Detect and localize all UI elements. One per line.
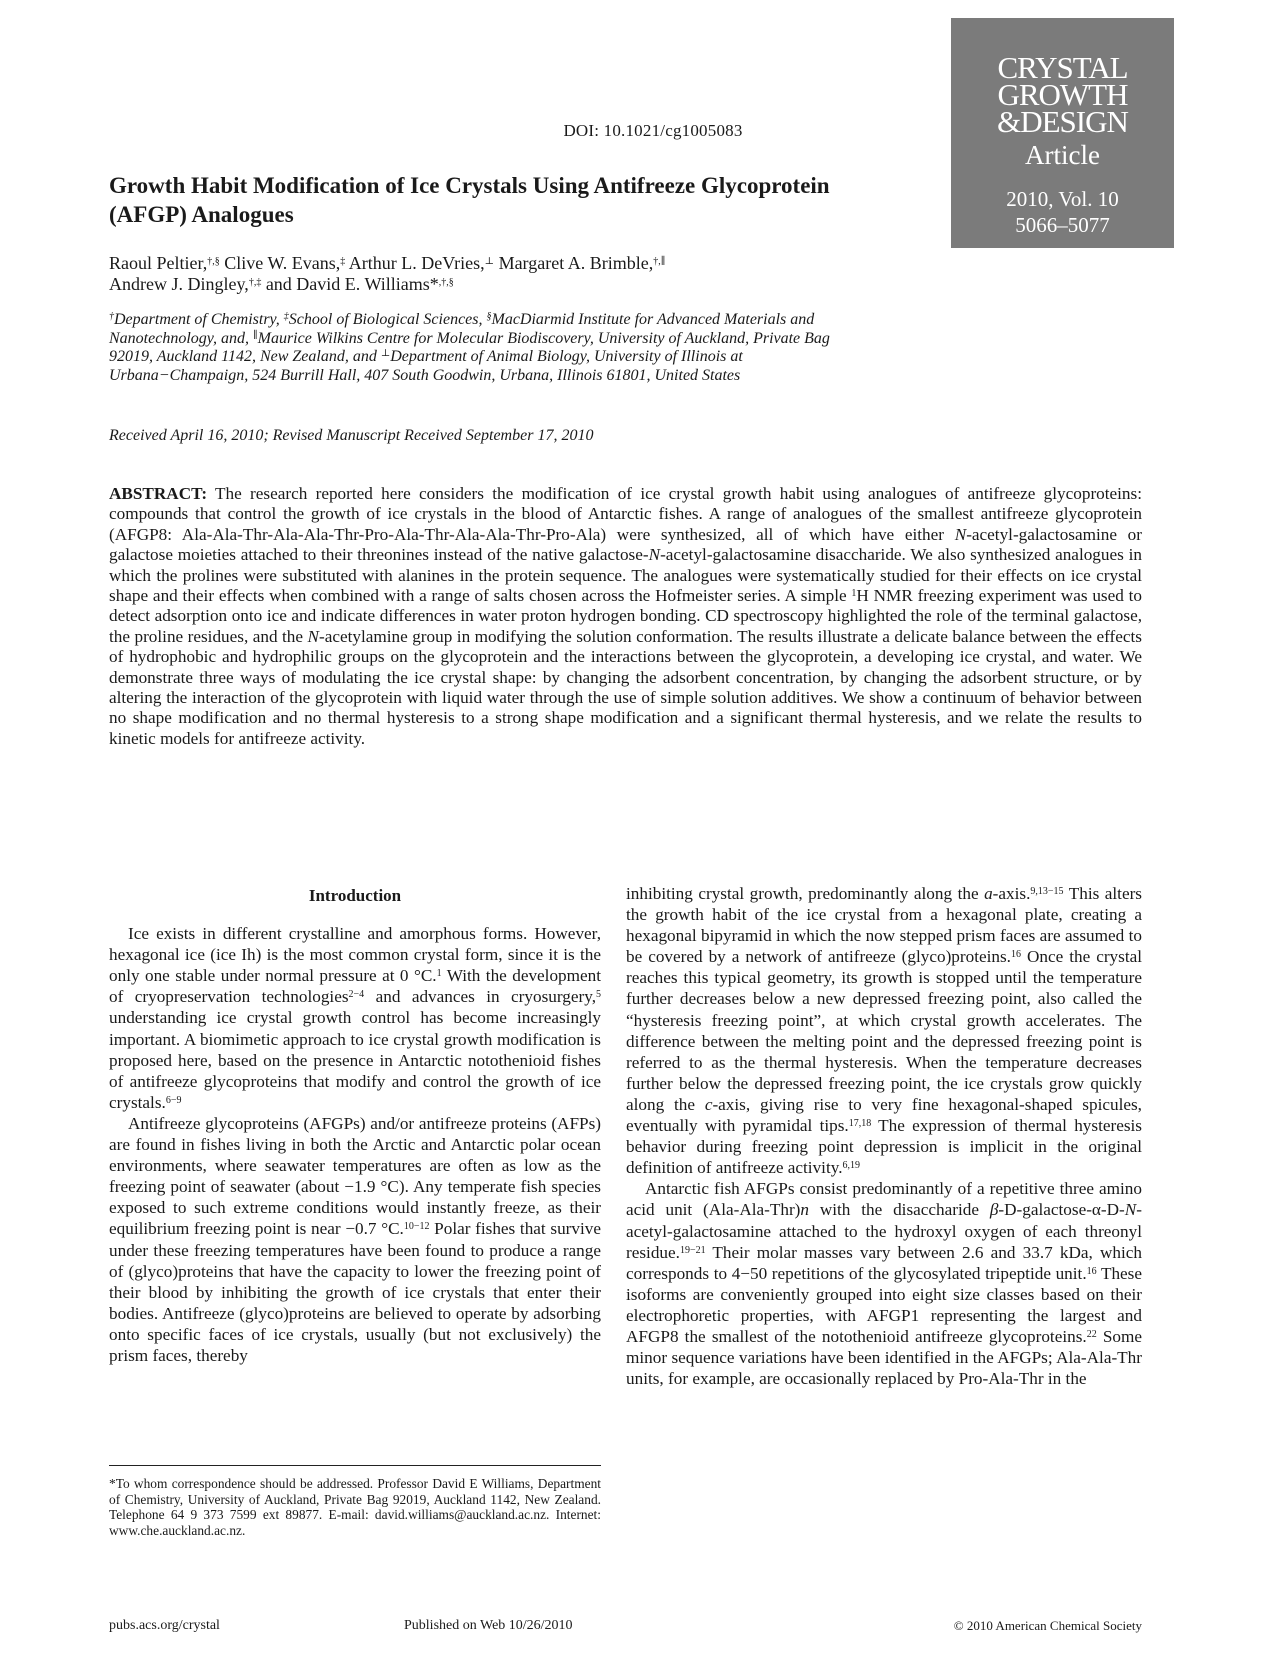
abstract-text: -acetyl-galactosamine or galactose moieties attached to their threonines instead of the native galactose- bbox=[109, 524, 1142, 565]
text: with the disaccharide bbox=[809, 1200, 990, 1220]
abstract-text: The research reported here considers the modification of ice crystal growth habit using analogues of antifreeze glycoproteins: compounds that control the growth of ice crystals in the blood of Antarctic fishes. A range of analogues of the smallest antifreeze glycoprotein (AFGP8: Ala-Ala-Thr-Ala-Ala-Thr-Pro-Ala-Thr-Ala-Ala-Thr-Pro-Ala) were synthesized, all of which have either bbox=[109, 484, 1142, 544]
journal-name-line1: CRYSTAL bbox=[997, 50, 1128, 85]
abstract-italic: N bbox=[954, 524, 967, 544]
italic: a bbox=[984, 884, 993, 903]
author: Clive W. Evans, bbox=[219, 253, 341, 273]
affil-text: Department of Animal Biology, University of Illinois at Urbana−Champaign, 524 Burrill Hall, 407 South Goodwin, Urbana, Illinois 61801, United States bbox=[109, 348, 743, 384]
affiliations bbox=[109, 311, 869, 385]
author: Andrew J. Dingley, bbox=[109, 274, 249, 294]
text: -axis, giving rise to very fine hexagonal-shaped spicules, eventually with pyramidal tips. bbox=[626, 1094, 1142, 1136]
paper-title: Growth Habit Modification of Ice Crystals Using Antifreeze Glycoprotein (AFGP) Analogues bbox=[109, 173, 830, 227]
author-mark: †,‡ bbox=[248, 277, 262, 288]
affil-text: Department of Chemistry, bbox=[114, 311, 284, 328]
text: The expression of thermal hysteresis behavior during freezing point depression is implicit in the original definition of antifreeze activity. bbox=[626, 1116, 1142, 1178]
text: and advances in cryosurgery, bbox=[364, 987, 596, 1007]
author-mark: ,†,§ bbox=[438, 277, 454, 288]
text: -axis. bbox=[992, 884, 1031, 903]
paragraph bbox=[109, 1113, 601, 1366]
pages: 5066–5077 bbox=[1015, 213, 1110, 237]
italic: n bbox=[800, 1200, 809, 1220]
author: Margaret A. Brimble, bbox=[494, 253, 654, 273]
italic: β bbox=[989, 1200, 999, 1220]
citation: 19−21 bbox=[679, 1244, 706, 1256]
footer-copyright: © 2010 American Chemical Society bbox=[953, 1618, 1142, 1633]
abstract-text: -acetyl-galactosamine disaccharide. We also synthesized analogues in which the prolines were substituted with alanines in the protein sequence. The analogues were systematically studied for their effects on ice crystal shape and their effects when combined with a range of salts chosen across the Hofmeister series. A simple bbox=[109, 545, 1142, 606]
volume: 2010, Vol. 10 bbox=[1006, 187, 1119, 211]
affil-mark: ∥ bbox=[252, 329, 258, 341]
correspondence-footnote: *To whom correspondence should be addressed. Professor David E Williams, Department of Chemistry, University of Auckland, Private Bag 92019, Auckland 1142, New Zealand. Telephone 64 9 373 7599 ext 89877. E-mail: david.williams@auckland.ac.nz. Internet: www.che.auckland.ac.nz. bbox=[109, 1476, 601, 1539]
journal-name-line3: &DESIGN bbox=[997, 104, 1128, 139]
journal-name bbox=[951, 50, 1174, 139]
footnote-divider bbox=[109, 1465, 601, 1466]
journal-badge bbox=[951, 18, 1174, 248]
footer-url: pubs.acs.org/crystal bbox=[109, 1618, 220, 1633]
text: inhibiting crystal growth, predominantly along the bbox=[626, 884, 985, 903]
author: Arthur L. DeVries, bbox=[345, 253, 485, 273]
right-column bbox=[626, 883, 1142, 1389]
citation: 6,19 bbox=[842, 1160, 860, 1172]
paragraph bbox=[626, 1178, 1142, 1389]
affil-mark: ‡ bbox=[283, 311, 289, 322]
citation: 6−9 bbox=[165, 1094, 182, 1106]
affil-text: School of Biological Sciences, bbox=[288, 311, 487, 328]
italic: c bbox=[704, 1094, 713, 1114]
text: Antifreeze glycoproteins (AFGPs) and/or antifreeze proteins (AFPs) are found in fishes living in both the Arctic and Antarctic polar ocean environments, where seawater temperatures are often as low as the freezing point of seawater (about −1.9 °C). Any temperate fish species exposed to such extreme conditions would instantly freeze, as their equilibrium freezing point is near −0.7 °C. bbox=[109, 1113, 601, 1239]
affil-mark: ⊥ bbox=[380, 348, 391, 359]
citation: 5 bbox=[596, 989, 601, 1001]
text: Ice exists in different crystalline and amorphous forms. However, hexagonal ice (ice Ih) is the most common crystal form, since it is the only one stable under normal pressure at 0 °C. bbox=[109, 924, 601, 986]
author: Raoul Peltier, bbox=[109, 253, 208, 273]
received-dates: Received April 16, 2010; Revised Manuscript Received September 17, 2010 bbox=[109, 427, 594, 444]
abstract-text: H NMR freezing experiment was used to detect adsorption onto ice and indicate differences in water proton hydrogen bonding. CD spectroscopy highlighted the role of the terminal galactose, the proline residues, and the bbox=[109, 586, 1143, 646]
text: Polar fishes that survive under these freezing temperatures have been found to produce a range of (glyco)proteins that have the capacity to lower the freezing point of their blood by inhibiting the growth of ice crystals that enter their bodies. Antifreeze (glyco)proteins are believed to operate by adsorbing onto specific faces of ice crystals, usually (but not exclusively) the prism faces, thereby bbox=[109, 1219, 601, 1365]
abstract-italic: N bbox=[648, 545, 661, 565]
volume-info bbox=[951, 186, 1174, 238]
text: With the development of cryopreservation technologies bbox=[109, 966, 602, 1007]
citation: 17,18 bbox=[848, 1118, 872, 1130]
paragraph bbox=[109, 923, 601, 1113]
author-list bbox=[109, 253, 869, 295]
author-mark: †,∥ bbox=[653, 256, 666, 267]
citation: 16 bbox=[1010, 949, 1021, 961]
abstract-italic: N bbox=[307, 626, 319, 646]
citation: 16 bbox=[1086, 1265, 1097, 1277]
abstract-sup: 1 bbox=[851, 588, 857, 600]
paragraph bbox=[626, 883, 1142, 1178]
author: and David E. Williams* bbox=[261, 274, 439, 294]
citation: 22 bbox=[1086, 1328, 1097, 1340]
citation: 2−4 bbox=[348, 989, 365, 1001]
author-mark: ‡ bbox=[340, 256, 346, 267]
left-column bbox=[109, 885, 601, 1366]
text: These isoforms are conveniently grouped into eight size classes based on their electrophoretic properties, with AFGP1 representing the largest and AFGP8 the smallest of the notothenioid antifreeze glycoproteins. bbox=[626, 1263, 1142, 1346]
text: This alters the growth habit of the ice crystal from a hexagonal plate, creating a hexagonal bipyramid in which the now stepped prism faces are assumed to be covered by a network of antifreeze (glyco)proteins. bbox=[626, 884, 1142, 967]
abstract-text: -acetylamine group in modifying the solution conformation. The results illustrate a delicate balance between the effects of hydrophobic and hydrophilic groups on the glycoprotein and the interactions between the glycoprotein, a developing ice crystal, and water. We demonstrate three ways of modulating the ice crystal shape: by changing the adsorbent concentration, by changing the adsorbent structure, or by altering the interaction of the glycoprotein with liquid water through the use of simple solution additives. We show a continuum of behavior between no shape modification and no thermal hysteresis to a strong shape modification and a significant thermal hysteresis, and we relate the results to kinetic models for antifreeze activity. bbox=[109, 626, 1142, 748]
affil-mark: § bbox=[486, 311, 492, 322]
author-mark: ⊥ bbox=[484, 256, 495, 267]
italic: N bbox=[1124, 1200, 1137, 1220]
doi: DOI: 10.1021/cg1005083 bbox=[563, 121, 743, 140]
author-mark: †,§ bbox=[207, 256, 220, 267]
text: -acetyl-galactosamine attached to the hydroxyl oxygen of each threonyl residue. bbox=[626, 1200, 1142, 1262]
journal-name-line2: GROWTH bbox=[997, 77, 1128, 112]
footer-published: Published on Web 10/26/2010 bbox=[404, 1618, 573, 1633]
citation: 10−12 bbox=[403, 1221, 430, 1233]
section-heading: Introduction bbox=[308, 886, 402, 905]
affil-text: MacDiarmid Institute for Advanced Materials and Nanotechnology, and, bbox=[109, 311, 815, 347]
article-type: Article bbox=[1025, 140, 1100, 170]
citation: 1 bbox=[436, 968, 442, 980]
abstract bbox=[109, 484, 1142, 749]
text: Some minor sequence variations have been identified in the AFGPs; Ala-Ala-Thr units, for example, are occasionally replaced by Pro-Ala-Thr in the bbox=[626, 1326, 1143, 1389]
affil-text: Maurice Wilkins Centre for Molecular Biodiscovery, University of Auckland, Private Bag 92019, Auckland 1142, New Zealand, and bbox=[109, 329, 830, 365]
text: Once the crystal reaches this typical geometry, its growth is stopped until the temperature further decreases below a new depressed freezing point, also called the “hysteresis freezing point”, at which crystal growth accelerates. The difference between the melting point and the depressed freezing point is referred to as the thermal hysteresis. When the temperature decreases further below the depressed freezing point, the ice crystals grow quickly along the bbox=[626, 947, 1143, 1114]
text: Their molar masses vary between 2.6 and 33.7 kDa, which corresponds to 4−50 repetitions of the glycosylated tripeptide unit. bbox=[626, 1242, 1142, 1283]
text: understanding ice crystal growth control has become increasingly important. A biomimetic approach to ice crystal growth modification is proposed here, based on the presence in Antarctic notothenioid fishes of antifreeze glycoproteins that modify and control the growth of ice crystals. bbox=[109, 1008, 601, 1112]
affil-mark: † bbox=[109, 311, 114, 322]
abstract-label: ABSTRACT: bbox=[109, 484, 208, 503]
text: -D-galactose-α-D- bbox=[998, 1200, 1125, 1220]
text: Antarctic fish AFGPs consist predominantly of a repetitive three amino acid unit (Ala-Ala-Thr) bbox=[626, 1179, 1142, 1220]
citation: 9,13−15 bbox=[1030, 886, 1064, 897]
